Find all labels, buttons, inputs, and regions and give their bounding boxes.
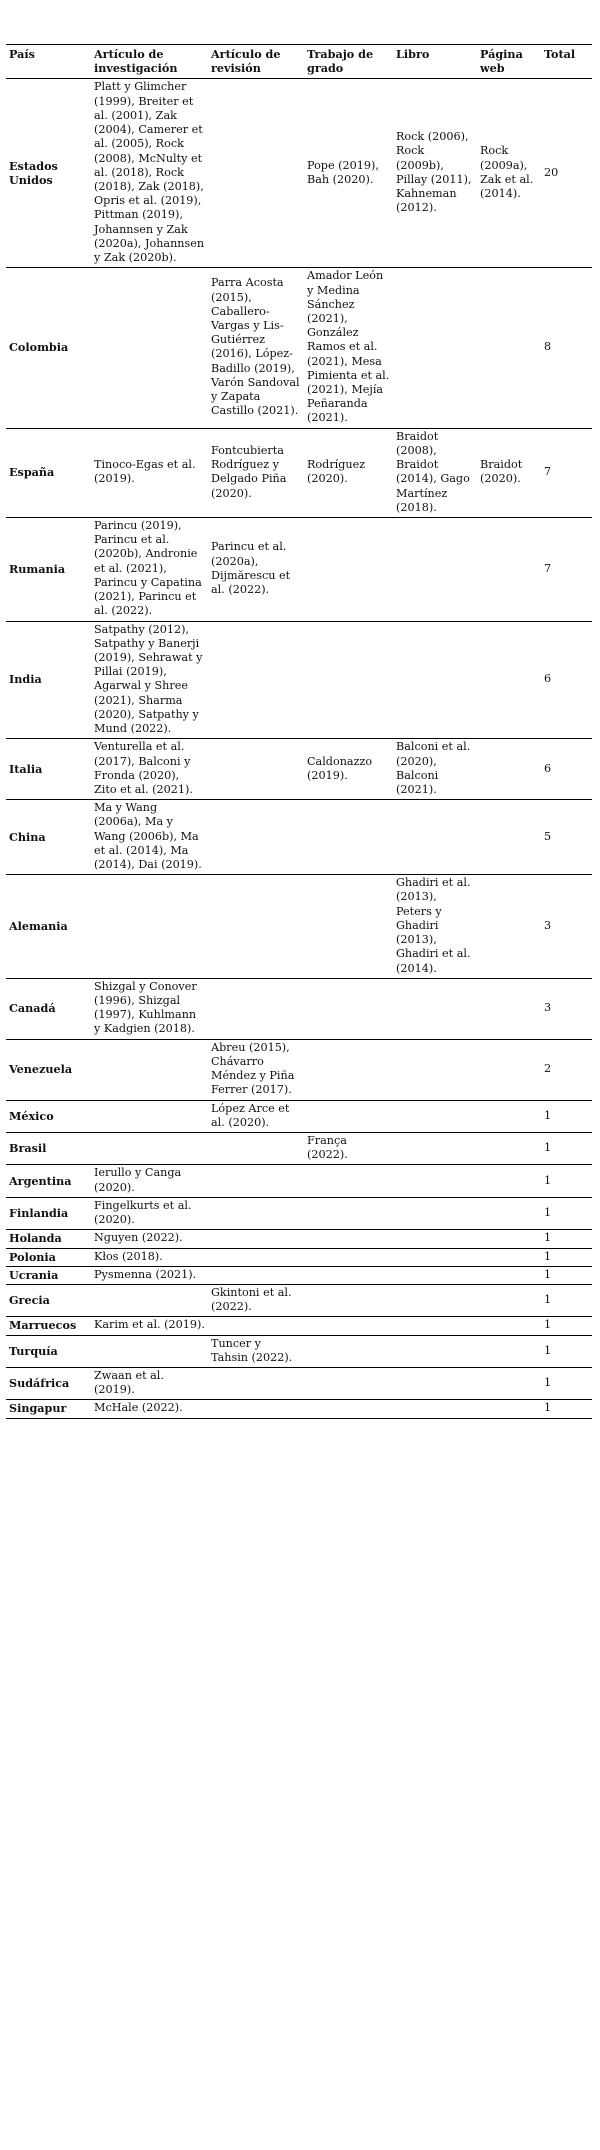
review-article-cell [208, 1317, 304, 1335]
thesis-cell [304, 800, 393, 875]
book-cell [393, 518, 477, 622]
total-cell: 6 [541, 621, 592, 739]
country-cell: Rumania [6, 518, 91, 622]
review-article-cell: Parra Acosta (2015), Caballero-Vargas y Lis-Gutiérrez (2016), López-Badillo (2019), Varón Sandoval y Zapata Castillo (2021). [208, 268, 304, 428]
country-cell: Canadá [6, 978, 91, 1039]
review-article-cell: Gkintoni et al. (2022). [208, 1284, 304, 1316]
webpage-cell [477, 1266, 541, 1284]
webpage-cell [477, 1132, 541, 1164]
thesis-cell [304, 518, 393, 622]
book-cell [393, 1039, 477, 1100]
webpage-cell [477, 1284, 541, 1316]
country-cell: Turquía [6, 1335, 91, 1367]
book-cell [393, 1197, 477, 1229]
country-cell: Sudáfrica [6, 1368, 91, 1400]
book-cell [393, 1248, 477, 1266]
webpage-cell [477, 1335, 541, 1367]
thesis-cell [304, 1039, 393, 1100]
research-article-cell: Zwaan et al. (2019). [91, 1368, 208, 1400]
review-article-cell [208, 1400, 304, 1418]
book-cell [393, 1368, 477, 1400]
country-cell: México [6, 1100, 91, 1132]
webpage-cell [477, 1197, 541, 1229]
thesis-cell: Rodríguez (2020). [304, 428, 393, 517]
research-article-cell: Parincu (2019), Parincu et al. (2020b), Andronie et al. (2021), Parincu y Capatina (2021), Parincu et al. (2022). [91, 518, 208, 622]
thesis-cell [304, 621, 393, 739]
review-article-cell [208, 1197, 304, 1229]
thesis-cell [304, 1284, 393, 1316]
research-article-cell: Platt y Glimcher (1999), Breiter et al. (2001), Zak (2004), Camerer et al. (2005), Rock (2008), McNulty et al. (2018), Rock (2018), Zak (2018), Opris et al. (2019), Pittman (2019), Johannsen y Zak (2020a), Johannsen y Zak (2020b). [91, 79, 208, 268]
webpage-cell [477, 1100, 541, 1132]
header-total: Total [541, 45, 592, 79]
research-article-cell [91, 1132, 208, 1164]
research-article-cell: Fingelkurts et al. (2020). [91, 1197, 208, 1229]
total-cell: 5 [541, 800, 592, 875]
country-cell: Venezuela [6, 1039, 91, 1100]
research-article-cell: Karim et al. (2019). [91, 1317, 208, 1335]
table-row [6, 1400, 592, 1418]
table-row [6, 79, 592, 268]
webpage-cell [477, 1230, 541, 1248]
webpage-cell [477, 1039, 541, 1100]
total-cell: 8 [541, 268, 592, 428]
thesis-cell [304, 1400, 393, 1418]
table-row [6, 739, 592, 800]
total-cell: 3 [541, 875, 592, 979]
thesis-cell [304, 1317, 393, 1335]
research-article-cell: Kłos (2018). [91, 1248, 208, 1266]
book-cell: Rock (2006), Rock (2009b), Pillay (2011), Kahneman (2012). [393, 79, 477, 268]
webpage-cell [477, 1368, 541, 1400]
table-row [6, 875, 592, 979]
book-cell: Ghadiri et al. (2013), Peters y Ghadiri (2013), Ghadiri et al. (2014). [393, 875, 477, 979]
book-cell [393, 1165, 477, 1197]
research-article-cell: Shizgal y Conover (1996), Shizgal (1997), Kuhlmann y Kadgien (2018). [91, 978, 208, 1039]
total-cell: 1 [541, 1165, 592, 1197]
country-cell: Holanda [6, 1230, 91, 1248]
total-cell: 1 [541, 1100, 592, 1132]
country-cell: Argentina [6, 1165, 91, 1197]
thesis-cell [304, 1165, 393, 1197]
thesis-cell [304, 1248, 393, 1266]
book-cell: Balconi et al. (2020), Balconi (2021). [393, 739, 477, 800]
webpage-cell [477, 1165, 541, 1197]
review-article-cell [208, 1230, 304, 1248]
country-cell: Ucrania [6, 1266, 91, 1284]
thesis-cell [304, 1197, 393, 1229]
country-sources-table [6, 44, 592, 1419]
book-cell [393, 1266, 477, 1284]
webpage-cell: Rock (2009a), Zak et al. (2014). [477, 79, 541, 268]
total-cell: 3 [541, 978, 592, 1039]
thesis-cell: França (2022). [304, 1132, 393, 1164]
table-row [6, 518, 592, 622]
table-row [6, 1248, 592, 1266]
review-article-cell [208, 875, 304, 979]
country-cell: Colombia [6, 268, 91, 428]
thesis-cell [304, 1100, 393, 1132]
research-article-cell: Tinoco-Egas et al. (2019). [91, 428, 208, 517]
table-row [6, 1100, 592, 1132]
total-cell: 1 [541, 1197, 592, 1229]
book-cell [393, 1317, 477, 1335]
total-cell: 20 [541, 79, 592, 268]
webpage-cell [477, 1317, 541, 1335]
thesis-cell [304, 1230, 393, 1248]
total-cell: 1 [541, 1132, 592, 1164]
country-cell: Alemania [6, 875, 91, 979]
research-article-cell [91, 875, 208, 979]
webpage-cell: Braidot (2020). [477, 428, 541, 517]
thesis-cell [304, 978, 393, 1039]
webpage-cell [477, 621, 541, 739]
country-cell: India [6, 621, 91, 739]
research-article-cell [91, 1284, 208, 1316]
table-row [6, 1132, 592, 1164]
country-cell: China [6, 800, 91, 875]
table-header-row [6, 45, 592, 79]
table-row [6, 268, 592, 428]
review-article-cell [208, 978, 304, 1039]
header-trabajo-grado: Trabajo de grado [304, 45, 393, 79]
book-cell [393, 621, 477, 739]
thesis-cell: Amador León y Medina Sánchez (2021), González Ramos et al. (2021), Mesa Pimienta et al. (2021), Mejía Peñaranda (2021). [304, 268, 393, 428]
webpage-cell [477, 875, 541, 979]
table-row [6, 800, 592, 875]
webpage-cell [477, 739, 541, 800]
research-article-cell [91, 1335, 208, 1367]
table-row [6, 1368, 592, 1400]
header-pais: País [6, 45, 91, 79]
country-cell: Grecia [6, 1284, 91, 1316]
book-cell [393, 800, 477, 875]
total-cell: 1 [541, 1368, 592, 1400]
table-row [6, 1197, 592, 1229]
header-libro: Libro [393, 45, 477, 79]
review-article-cell [208, 800, 304, 875]
total-cell: 1 [541, 1335, 592, 1367]
total-cell: 1 [541, 1230, 592, 1248]
review-article-cell: Parincu et al. (2020a), Dijmărescu et al. (2022). [208, 518, 304, 622]
review-article-cell: López Arce et al. (2020). [208, 1100, 304, 1132]
header-pagina-web: Página web [477, 45, 541, 79]
book-cell [393, 1230, 477, 1248]
header-articulo-investigacion: Artículo de investigación [91, 45, 208, 79]
country-cell: Singapur [6, 1400, 91, 1418]
country-cell: Polonia [6, 1248, 91, 1266]
book-cell [393, 268, 477, 428]
book-cell: Braidot (2008), Braidot (2014), Gago Martínez (2018). [393, 428, 477, 517]
book-cell [393, 1335, 477, 1367]
research-article-cell [91, 1039, 208, 1100]
total-cell: 1 [541, 1284, 592, 1316]
table-row [6, 1335, 592, 1367]
country-cell: Finlandia [6, 1197, 91, 1229]
total-cell: 1 [541, 1248, 592, 1266]
table-row [6, 428, 592, 517]
review-article-cell [208, 1132, 304, 1164]
total-cell: 2 [541, 1039, 592, 1100]
research-article-cell: Ierullo y Canga (2020). [91, 1165, 208, 1197]
thesis-cell: Caldonazzo (2019). [304, 739, 393, 800]
research-article-cell: Venturella et al. (2017), Balconi y Fronda (2020), Zito et al. (2021). [91, 739, 208, 800]
total-cell: 1 [541, 1317, 592, 1335]
review-article-cell [208, 739, 304, 800]
review-article-cell: Tuncer y Tahsin (2022). [208, 1335, 304, 1367]
country-cell: España [6, 428, 91, 517]
book-cell [393, 1284, 477, 1316]
table-row [6, 621, 592, 739]
thesis-cell [304, 1368, 393, 1400]
research-article-cell: McHale (2022). [91, 1400, 208, 1418]
review-article-cell: Abreu (2015), Chávarro Méndez y Piña Ferrer (2017). [208, 1039, 304, 1100]
review-article-cell [208, 621, 304, 739]
webpage-cell [477, 268, 541, 428]
total-cell: 7 [541, 518, 592, 622]
research-article-cell [91, 268, 208, 428]
book-cell [393, 1100, 477, 1132]
country-cell: Estados Unidos [6, 79, 91, 268]
review-article-cell [208, 1165, 304, 1197]
table-container [6, 44, 592, 1419]
review-article-cell [208, 1266, 304, 1284]
book-cell [393, 978, 477, 1039]
research-article-cell: Ma y Wang (2006a), Ma y Wang (2006b), Ma et al. (2014), Ma (2014), Dai (2019). [91, 800, 208, 875]
total-cell: 1 [541, 1400, 592, 1418]
webpage-cell [477, 1400, 541, 1418]
table-row [6, 1230, 592, 1248]
review-article-cell [208, 79, 304, 268]
webpage-cell [477, 800, 541, 875]
table-row [6, 978, 592, 1039]
thesis-cell [304, 875, 393, 979]
country-cell: Italia [6, 739, 91, 800]
book-cell [393, 1400, 477, 1418]
research-article-cell [91, 1100, 208, 1132]
research-article-cell: Satpathy (2012), Satpathy y Banerji (2019), Sehrawat y Pillai (2019), Agarwal y Shree (2021), Sharma (2020), Satpathy y Mund (2022). [91, 621, 208, 739]
total-cell: 7 [541, 428, 592, 517]
thesis-cell: Pope (2019), Bah (2020). [304, 79, 393, 268]
table-row [6, 1039, 592, 1100]
webpage-cell [477, 518, 541, 622]
country-cell: Marruecos [6, 1317, 91, 1335]
total-cell: 1 [541, 1266, 592, 1284]
table-body [6, 79, 592, 1418]
table-row [6, 1266, 592, 1284]
total-cell: 6 [541, 739, 592, 800]
review-article-cell [208, 1248, 304, 1266]
webpage-cell [477, 978, 541, 1039]
thesis-cell [304, 1266, 393, 1284]
country-cell: Brasil [6, 1132, 91, 1164]
research-article-cell: Nguyen (2022). [91, 1230, 208, 1248]
table-row [6, 1165, 592, 1197]
table-row [6, 1284, 592, 1316]
header-articulo-revision: Artículo de revisión [208, 45, 304, 79]
webpage-cell [477, 1248, 541, 1266]
thesis-cell [304, 1335, 393, 1367]
table-row [6, 1317, 592, 1335]
book-cell [393, 1132, 477, 1164]
research-article-cell: Pysmenna (2021). [91, 1266, 208, 1284]
review-article-cell [208, 1368, 304, 1400]
review-article-cell: Fontcubierta Rodríguez y Delgado Piña (2020). [208, 428, 304, 517]
